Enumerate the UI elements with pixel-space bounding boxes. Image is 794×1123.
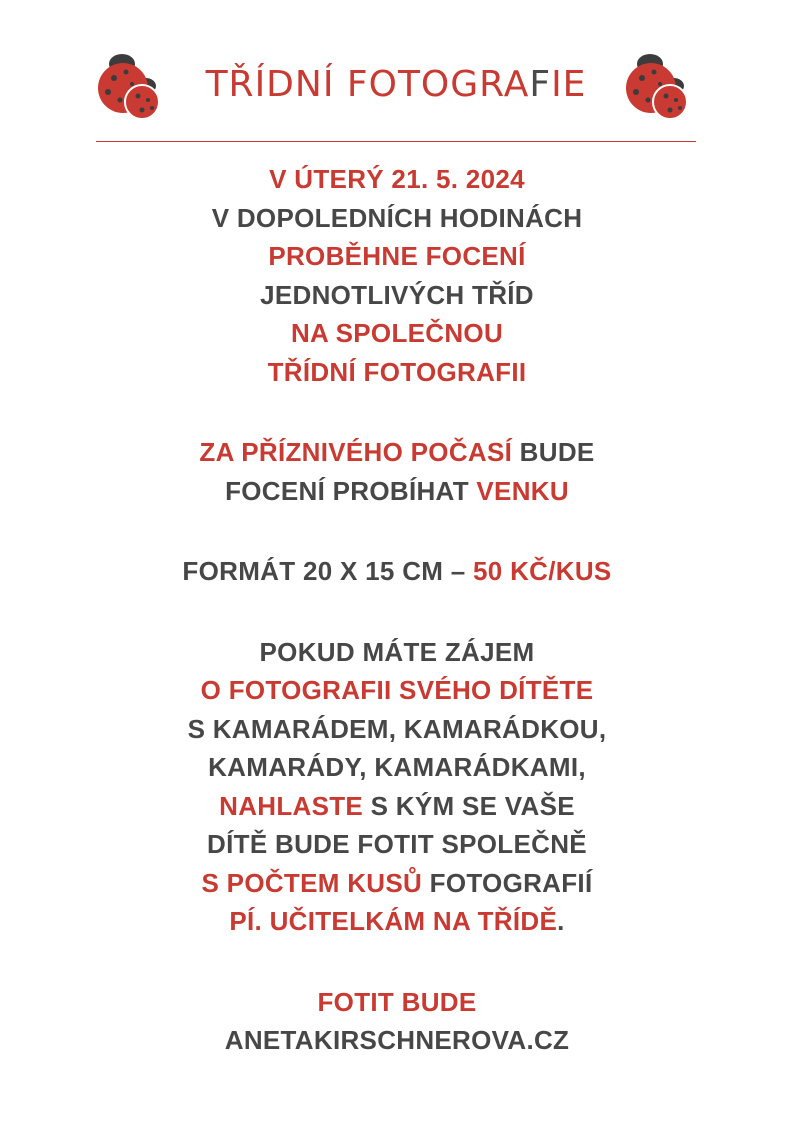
date-line: V ÚTERÝ 21. 5. 2024 xyxy=(269,164,525,194)
photographer-label: FOTIT BUDE xyxy=(317,986,477,1017)
teachers-line: PÍ. UČITELKÁM NA TŘÍDĚ. xyxy=(229,906,565,936)
outdoor-line: FOCENÍ PROBÍHAT VENKU xyxy=(225,475,569,506)
friends-line-1: S KAMARÁDEM, KAMARÁDKOU, xyxy=(187,713,607,744)
time-line: V DOPOLEDNÍCH HODINÁCH xyxy=(211,202,583,233)
classes-line: JEDNOTLIVÝCH TŘÍD xyxy=(260,279,534,310)
together-line: DÍTĚ BUDE FOTIT SPOLEČNĚ xyxy=(207,829,587,859)
event-line: PROBĚHNE FOCENÍ xyxy=(268,241,526,271)
class-photo-line: TŘÍDNÍ FOTOGRAFII xyxy=(267,356,527,387)
ladybug-icon xyxy=(624,50,696,122)
common-line: NA SPOLEČNOU xyxy=(290,318,504,348)
divider xyxy=(96,141,696,142)
page-title: TŘÍDNÍ FOTOGRAFIE xyxy=(205,64,587,105)
header xyxy=(96,48,696,140)
child-photo-line: O FOTOGRAFII SVÉHO DÍTĚTE xyxy=(200,675,594,705)
weather-line: ZA PŘÍZNIVÉHO POČASÍ BUDE xyxy=(199,437,595,467)
interest-line: POKUD MÁTE ZÁJEM xyxy=(259,636,535,667)
announcement-body xyxy=(60,160,734,1060)
report-line: NAHLASTE S KÝM SE VAŠE xyxy=(219,790,575,821)
friends-line-2: KAMARÁDY, KAMARÁDKAMI, xyxy=(208,752,586,782)
count-line: S POČTEM KUSŮ FOTOGRAFIÍ xyxy=(201,867,593,898)
photographer-website: ANETAKIRSCHNEROVA.CZ xyxy=(224,1025,570,1055)
format-price-line: FORMÁT 20 X 15 CM – 50 KČ/KUS xyxy=(182,556,612,586)
